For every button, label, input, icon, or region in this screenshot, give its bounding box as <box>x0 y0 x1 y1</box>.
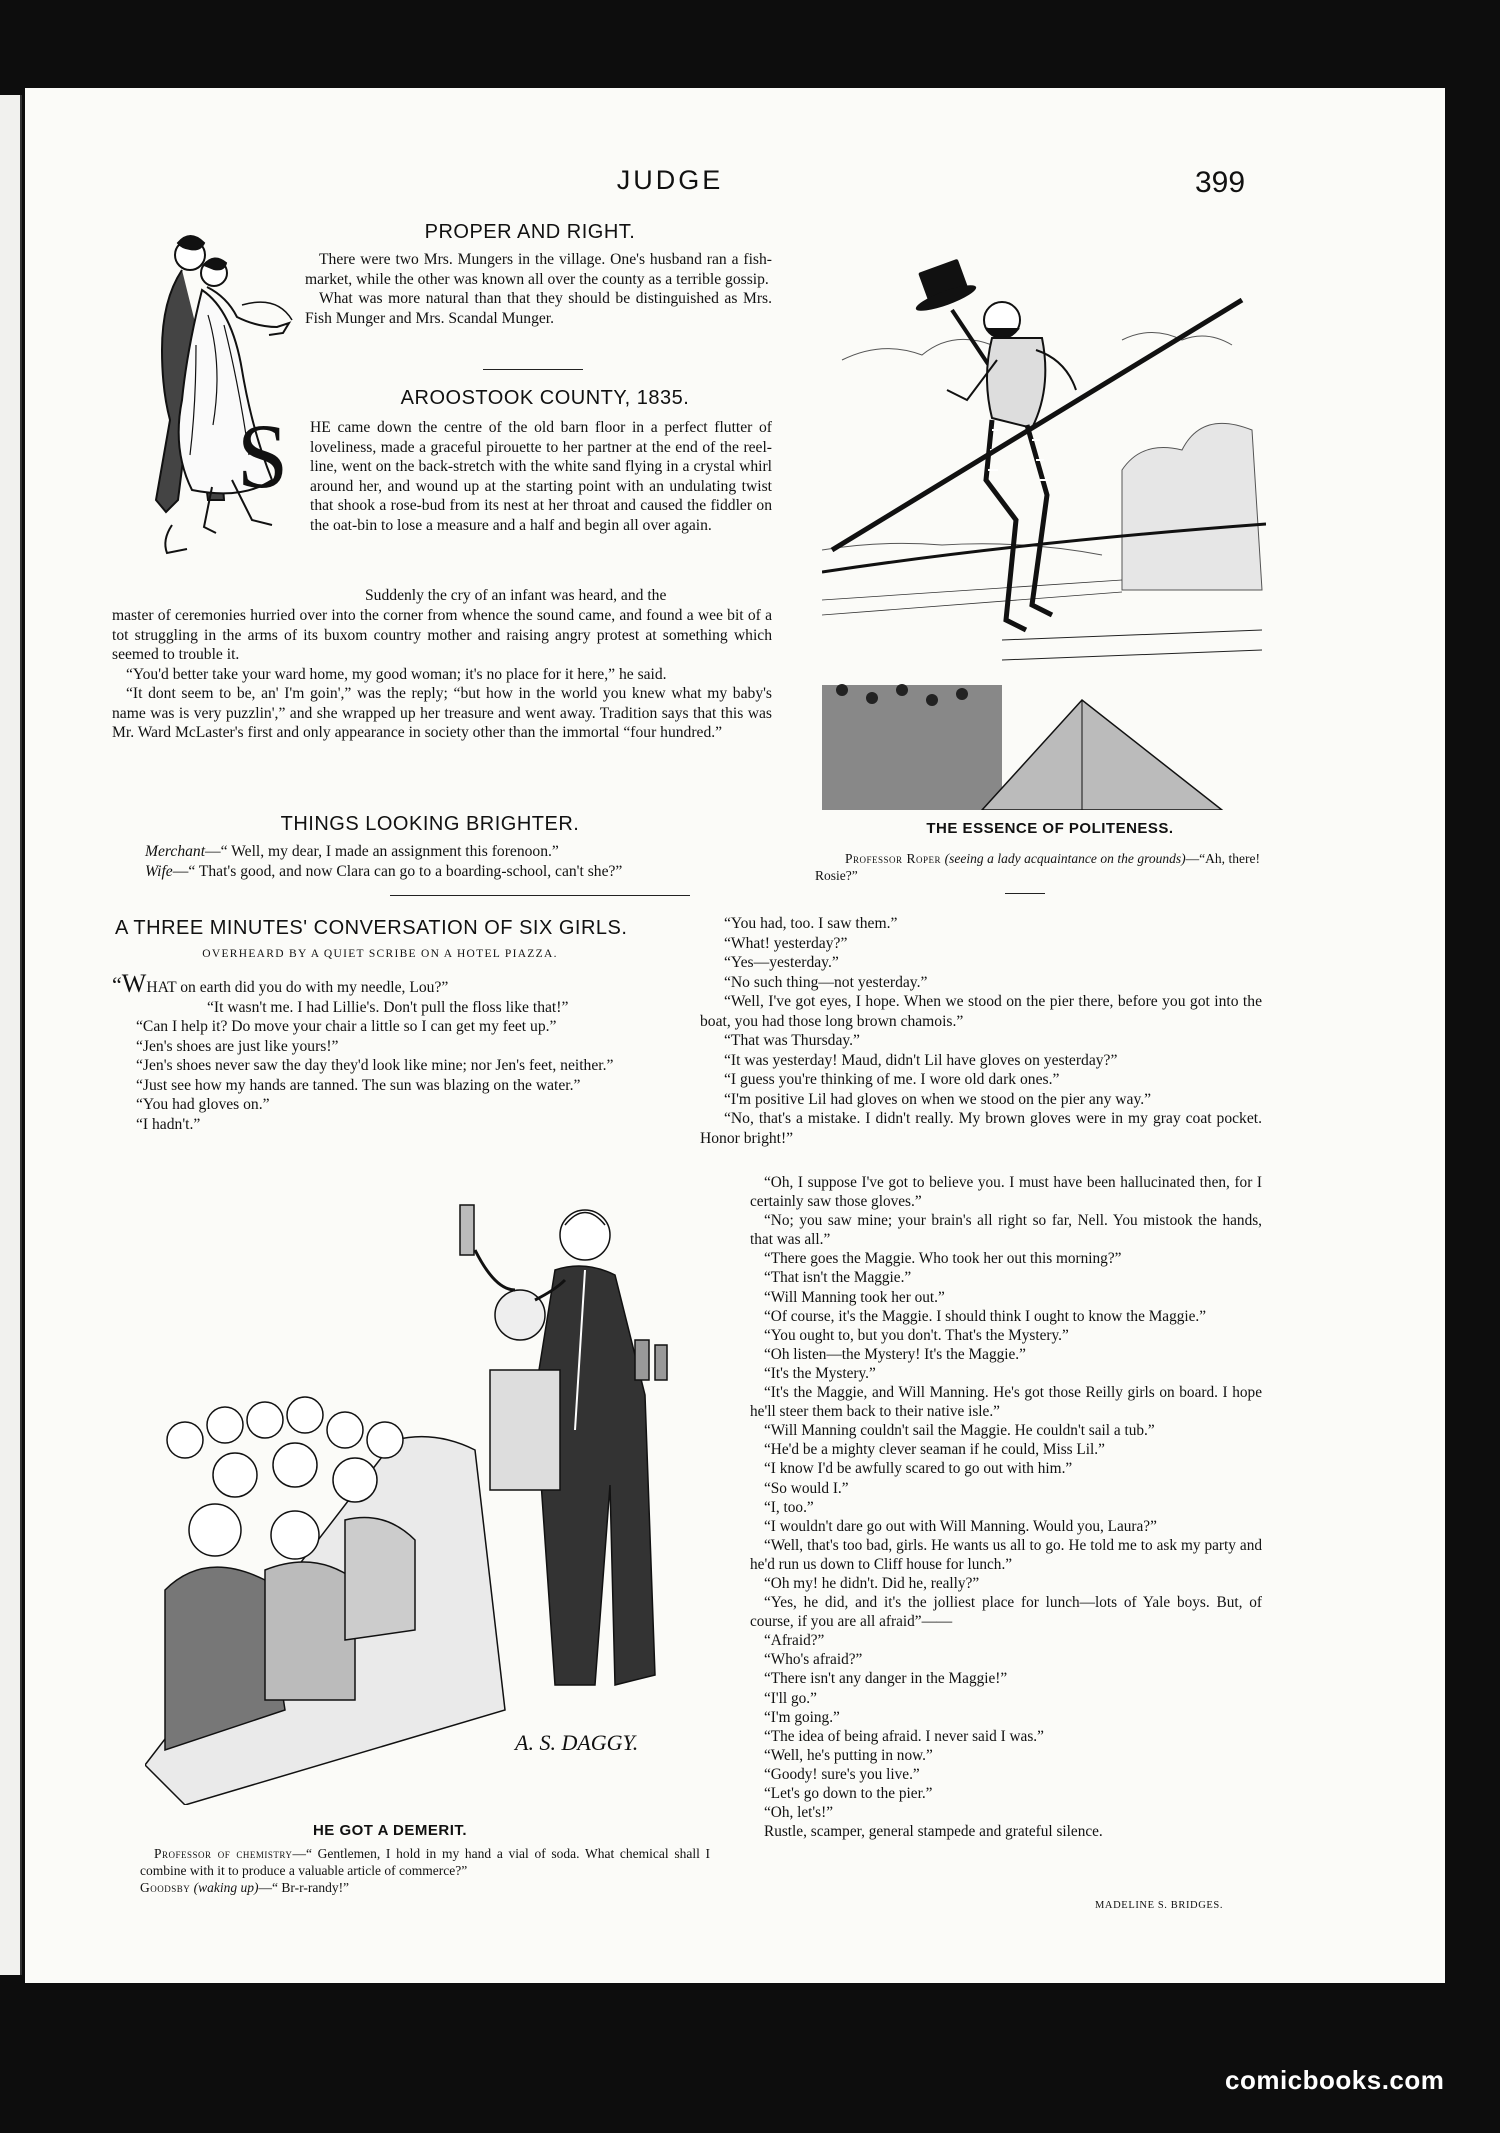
demerit-caption <box>140 1845 710 1896</box>
masthead: JUDGE <box>616 165 724 195</box>
dialog-line: “I'm positive Lil had gloves on when we stood on the pier any way.” <box>724 1090 1152 1108</box>
conversation-subtitle: OVERHEARD BY A QUIET SCRIBE ON A HOTEL PIAZZA. <box>202 948 558 960</box>
separator <box>390 895 690 896</box>
dialog-line: “It wasn't me. I had Lillie's. Don't pull the floss like that!” <box>207 998 569 1016</box>
drop-cap: S <box>237 405 289 507</box>
tightrope-walker-illustration <box>822 220 1266 810</box>
speaker: Wife <box>145 862 173 880</box>
chemistry-lecture-illustration <box>145 1190 705 1805</box>
dialog-line: “Well, that's too bad, girls. He wants us all to go. He told me to ask my party and he'd run us down to Cliff house for lunch.” <box>750 1536 1262 1573</box>
dialog-line: “So would I.” <box>764 1479 849 1497</box>
closing-line: Rustle, scamper, general stampede and grateful silence. <box>764 1823 1103 1841</box>
artist-signature: A. S. DAGGY. <box>515 1730 639 1755</box>
dialog-line: “There isn't any danger in the Maggie!” <box>764 1670 1008 1688</box>
author-signature: MADELINE S. BRIDGES. <box>1095 1900 1224 1911</box>
dialog-line: “Oh listen—the Mystery! It's the Maggie.” <box>764 1345 1026 1363</box>
dialog-line: “You had gloves on.” <box>136 1096 270 1113</box>
dialog-line: “I'm going.” <box>764 1708 840 1726</box>
dancing-couple-illustration <box>112 225 312 570</box>
dialog-line: “I wouldn't dare go out with Will Manning. Would you, Laura?” <box>764 1517 1157 1535</box>
things-brighter-dialog <box>145 842 785 881</box>
dialog-line: “No, that's a mistake. I didn't really. My brown gloves were in my gray coat pocket. Honor bright!” <box>700 1110 1262 1147</box>
dialog-line: “Jen's shoes are just like yours!” <box>136 1037 339 1055</box>
dialog-line: “Will Manning couldn't sail the Maggie. He couldn't sail a tub.” <box>764 1422 1155 1440</box>
speaker: Professor of chemistry <box>154 1846 293 1861</box>
dialog-line: “The idea of being afraid. I never said I was.” <box>764 1727 1044 1745</box>
dialog-text: —“ Well, my dear, I made an assignment this forenoon.” <box>205 843 559 860</box>
paragraph: What was more natural than that they should be distinguished as Mrs. Fish Munger and Mrs. Scandal Munger. <box>305 290 772 327</box>
dialog-line: “I hadn't.” <box>136 1115 201 1133</box>
dialog-text: HAT on earth did you do with my needle, Lou?” <box>146 979 449 996</box>
stage-direction: (seeing a lady acquaintance on the grounds) <box>944 851 1186 866</box>
dialog-line: “There goes the Maggie. Who took her out this morning?” <box>764 1250 1122 1268</box>
demerit-caption-title: HE GOT A DEMERIT. <box>312 1822 468 1839</box>
paragraph: “It dont seem to be, an' I'm goin',” was the reply; “but how in the world you knew what my baby's name was is very puzzlin',” and she wrapped up her treasure and went away. Tradition says that this was Mr. Ward McLaster's first and only appearance in society other than the immortal “four hundred.” <box>112 685 772 741</box>
dialog-line: “Oh, let's!” <box>764 1804 834 1822</box>
paragraph: master of ceremonies hurried over into the corner from whence the sound came, and found a wee bit of a tot struggling in the arms of its buxom country mother and raising angry protest at something which seemed to trouble it. <box>112 607 772 663</box>
dialog-line <box>145 862 785 882</box>
dialog-line: “Who's afraid?” <box>764 1651 863 1669</box>
dialog-line: “He'd be a mighty clever seaman if he could, Miss Lil.” <box>764 1441 1105 1459</box>
dialog-line: “Afraid?” <box>764 1632 825 1650</box>
dialog-line: “I know I'd be awfully scared to go out with him.” <box>764 1460 1073 1478</box>
politeness-caption-title: THE ESSENCE OF POLITENESS. <box>926 820 1174 837</box>
dialog-line: “Will Manning took her out.” <box>764 1288 945 1306</box>
separator <box>483 369 583 370</box>
previous-page-edge <box>0 95 22 1975</box>
dialog-line: “Let's go down to the pier.” <box>764 1785 933 1802</box>
dialog-line: “That isn't the Maggie.” <box>764 1269 912 1287</box>
speaker: Goodsby <box>140 1880 191 1895</box>
dialog-line: “Oh, I suppose I've got to believe you. I must have been hallucinated then, for I certainly saw those gloves.” <box>750 1174 1262 1211</box>
opening-line <box>112 969 677 998</box>
dialog-line: “What! yesterday?” <box>724 934 848 952</box>
dialog-text: —“ Gentlemen, I hold in my hand a vial of soda. What chemical shall I combine with it to produce a valuable article of commerce?” <box>140 1846 711 1878</box>
dialog-line: “Yes—yesterday.” <box>724 954 839 971</box>
things-brighter-title: THINGS LOOKING BRIGHTER. <box>280 813 580 835</box>
dialog-line: “It's the Maggie, and Will Manning. He's got those Reilly girls on board. I hope he'll steer them back to their native isle.” <box>750 1384 1262 1421</box>
dialog-line: “You had, too. I saw them.” <box>724 915 898 932</box>
stage-direction: (waking up) <box>193 1880 259 1895</box>
dialog-line: “No; you saw mine; your brain's all right so far, Nell. You mistook the hands, that was all.” <box>750 1212 1262 1249</box>
dialog-line: “Oh my! he didn't. Did he, really?” <box>764 1574 980 1592</box>
dialog-line: “It's the Mystery.” <box>764 1364 876 1382</box>
opening-initial: W <box>121 969 147 998</box>
dialog-line: “Can I help it? Do move your chair a little so I can get my feet up.” <box>136 1018 557 1035</box>
dialog-line: “That was Thursday.” <box>724 1032 860 1049</box>
proper-and-right-title: PROPER AND RIGHT. <box>424 221 636 243</box>
politeness-caption <box>815 850 1260 884</box>
dialog-line: “Yes, he did, and it's the jolliest place for lunch—lots of Yale boys. But, of course, if you are all afraid”—— <box>750 1594 1262 1631</box>
dialog-line: “Goody! sure's you live.” <box>764 1765 920 1783</box>
conversation-column-1 <box>112 969 677 1134</box>
page-number: 399 <box>1195 166 1246 199</box>
dialog-text: —“ That's good, and now Clara can go to a boarding-school, can't she?” <box>172 862 623 880</box>
dialog-line: “Just see how my hands are tanned. The sun was blazing on the water.” <box>136 1076 581 1094</box>
conversation-title: A THREE MINUTES' CONVERSATION OF SIX GIRLS. <box>115 917 628 939</box>
aroostook-first-paragraph: HE came down the centre of the old barn floor in a perfect flutter of loveliness, made a graceful pirouette to her partner at the end of the reel-line, went on the back-stretch with the white sand flying in a crystal whirl around her, and wound up at the starting point with an undulating twist that shook a rose-bud from its nest at her throat and caused the fiddler on the oat-bin to lose a measure and a half and begin all over again. <box>310 419 772 534</box>
paragraph: There were two Mrs. Mungers in the village. One's husband ran a fish-market, while the other was known all over the county as a terrible gossip. <box>305 251 772 288</box>
dialog-line: “No such thing—not yesterday.” <box>724 973 928 991</box>
separator <box>1005 893 1045 894</box>
speaker: Professor Roper <box>845 851 942 866</box>
dialog-line: “Jen's shoes never saw the day they'd look like mine; nor Jen's feet, neither.” <box>136 1057 614 1074</box>
dialog-line: “Well, he's putting in now.” <box>764 1746 933 1764</box>
paragraph: “You'd better take your ward home, my good woman; it's no place for it here,” he said. <box>126 665 667 683</box>
dialog-text: —“Ah, there! Rosie?” <box>815 851 1261 883</box>
speaker: Merchant <box>145 843 206 860</box>
conversation-column-3 <box>750 1173 1262 1841</box>
dialog-line: “You ought to, but you don't. That's the Mystery.” <box>764 1326 1069 1344</box>
aroostook-second-start: Suddenly the cry of an infant was heard, and the <box>365 587 667 604</box>
dialog-line: “It was yesterday! Maud, didn't Lil have gloves on yesterday?” <box>724 1051 1118 1069</box>
dialog-line <box>145 842 785 862</box>
dialog-line: “Well, I've got eyes, I hope. When we stood on the pier there, before you got into the boat, you had those long brown chamois.” <box>700 993 1262 1030</box>
opening-quote: “ <box>112 972 122 997</box>
dialog-line: “I, too.” <box>764 1498 814 1516</box>
proper-and-right-text <box>305 250 772 328</box>
dialog-line: “Of course, it's the Maggie. I should think I ought to know the Maggie.” <box>764 1307 1207 1325</box>
aroostook-title: AROOSTOOK COUNTY, 1835. <box>400 387 690 409</box>
aroostook-text <box>112 606 772 743</box>
dialog-line: “I guess you're thinking of me. I wore old dark ones.” <box>724 1071 1060 1088</box>
dialog-text: —“ Br-r-randy!” <box>258 1880 350 1895</box>
dialog-line: “I'll go.” <box>764 1689 817 1707</box>
conversation-column-2 <box>700 914 1262 1148</box>
watermark: comicbooks.com <box>1225 2065 1445 2095</box>
